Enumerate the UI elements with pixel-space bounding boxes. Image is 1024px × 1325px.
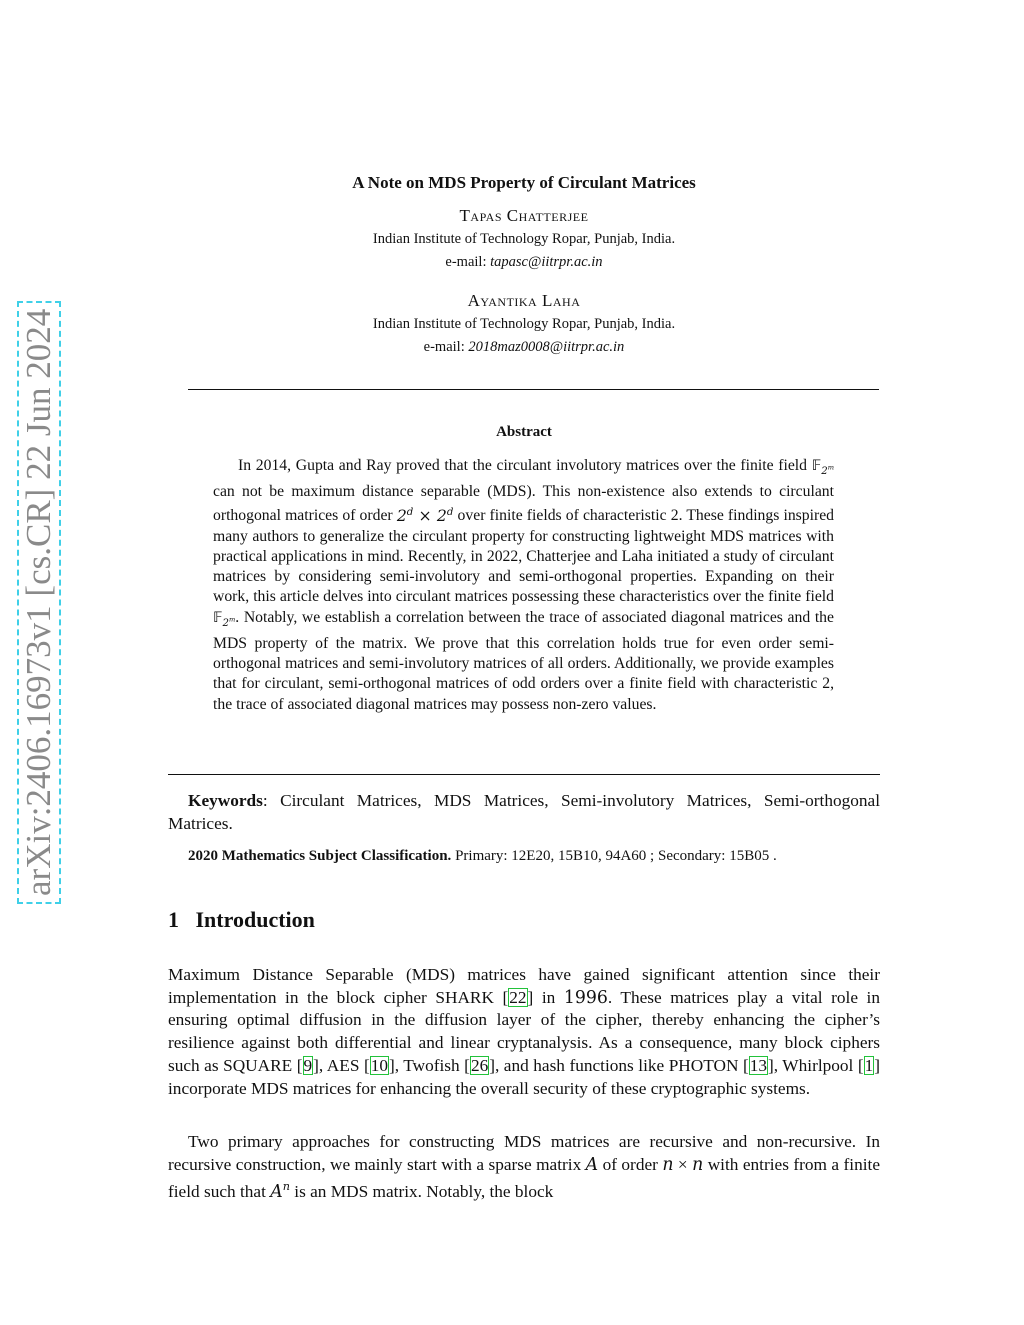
- field-symbol: 𝔽$_{2^m}$: [811, 458, 834, 478]
- citation-link[interactable]: 1: [864, 1055, 874, 1075]
- order-expression: 2$^d$ × 2$^d$: [396, 505, 454, 525]
- author-affiliation: Indian Institute of Technology Ropar, Punjab, India.: [372, 316, 676, 332]
- arxiv-stamp: arXiv:2406.16973v1 [cs.CR] 22 Jun 2024: [17, 301, 61, 904]
- citation-link[interactable]: 26: [470, 1055, 489, 1075]
- citation-link[interactable]: 22: [509, 987, 527, 1007]
- top-rule: [188, 389, 879, 390]
- email-label: e-mail:: [445, 254, 487, 270]
- author-email: [168, 339, 880, 356]
- email-address[interactable]: 2018maz0008@iitrpr.ac.in: [468, 339, 625, 355]
- field-symbol: 𝔽$_{2^m}$: [213, 610, 236, 630]
- author-email: [168, 254, 880, 271]
- citation-link[interactable]: 13: [749, 1055, 768, 1075]
- abstract-heading: Abstract: [496, 424, 552, 440]
- msc-classification: 2020 Mathematics Subject Classification. Primary: 12E20, 15B10, 94A60 ; Secondary: 15B05 .: [188, 848, 777, 864]
- author-name: Tapas Chatterjee: [459, 206, 589, 225]
- citation-link[interactable]: 9: [303, 1055, 313, 1075]
- author-name: Ayantika Laha: [467, 291, 581, 310]
- bottom-rule: [168, 774, 880, 775]
- section-heading: 1 Introduction: [168, 907, 315, 932]
- intro-paragraph-1: Maximum Distance Separable (MDS) matrices have gained significant attention since their implementation in the block cipher SHARK [22] in 1996. These matrices play a vital role in ensuring optimal diffusion in the diffusion layer of the cipher, thereby enhancing the cipher’s resilience against both differential and linear cryptanalysis. As a consequence, many block ciphers such as SQUARE [9], AES [10], Twofish [26], and hash functions like PHOTON [13], Whirlpool [1] incorporate MDS matrices for enhancing the overall security of these cryptographic systems.: [168, 965, 881, 1098]
- keywords: Keywords: Circulant Matrices, MDS Matrices, Semi-involutory Matrices, Semi-orthogonal Matrices.: [168, 791, 880, 833]
- abstract-body: In 2014, Gupta and Ray proved that the circulant involutory matrices over the finite field 𝔽$_{2^m}$ can not be maximum distance separable (MDS). This non-existence also extends to circulant orthogonal matrices of order 2$^d$ × 2$^d$ over finite fields of characteristic 2. These findings inspired many authors to generalize the circulant property for constructing lightweight MDS matrices with practical applications in mind. Recently, in 2022, Chatterjee and Laha initiated a study of circulant matrices by considering semi-involutory and semi-orthogonal properties. Expanding on their work, this article delves into circulant matrices possessing these characteristics over the finite field 𝔽$_{2^m}$. Notably, we establish a correlation between the trace of associated diagonal matrices and the MDS property of the matrix. We prove that this correlation holds true for even order semi-orthogonal matrices and semi-involutory matrices of all orders. Additionally, we provide examples that for circulant, semi-orthogonal matrices of odd orders over a finite field with characteristic 2, the trace of associated diagonal matrices may possess non-zero values.: [213, 457, 835, 713]
- author-affiliation: Indian Institute of Technology Ropar, Punjab, India.: [372, 231, 676, 247]
- paper-title: A Note on MDS Property of Circulant Matrices: [352, 173, 696, 192]
- email-label: e-mail:: [423, 339, 465, 355]
- intro-paragraph-2: Two primary approaches for constructing MDS matrices are recursive and non-recursive. In recursive construction, we mainly start with a sparse matrix A of order n × n with entries from a finite field such that $A^n$ is an MDS matrix. Notably, the block: [168, 1132, 880, 1203]
- email-address[interactable]: tapasc@iitrpr.ac.in: [490, 254, 603, 270]
- citation-link[interactable]: 10: [370, 1055, 388, 1075]
